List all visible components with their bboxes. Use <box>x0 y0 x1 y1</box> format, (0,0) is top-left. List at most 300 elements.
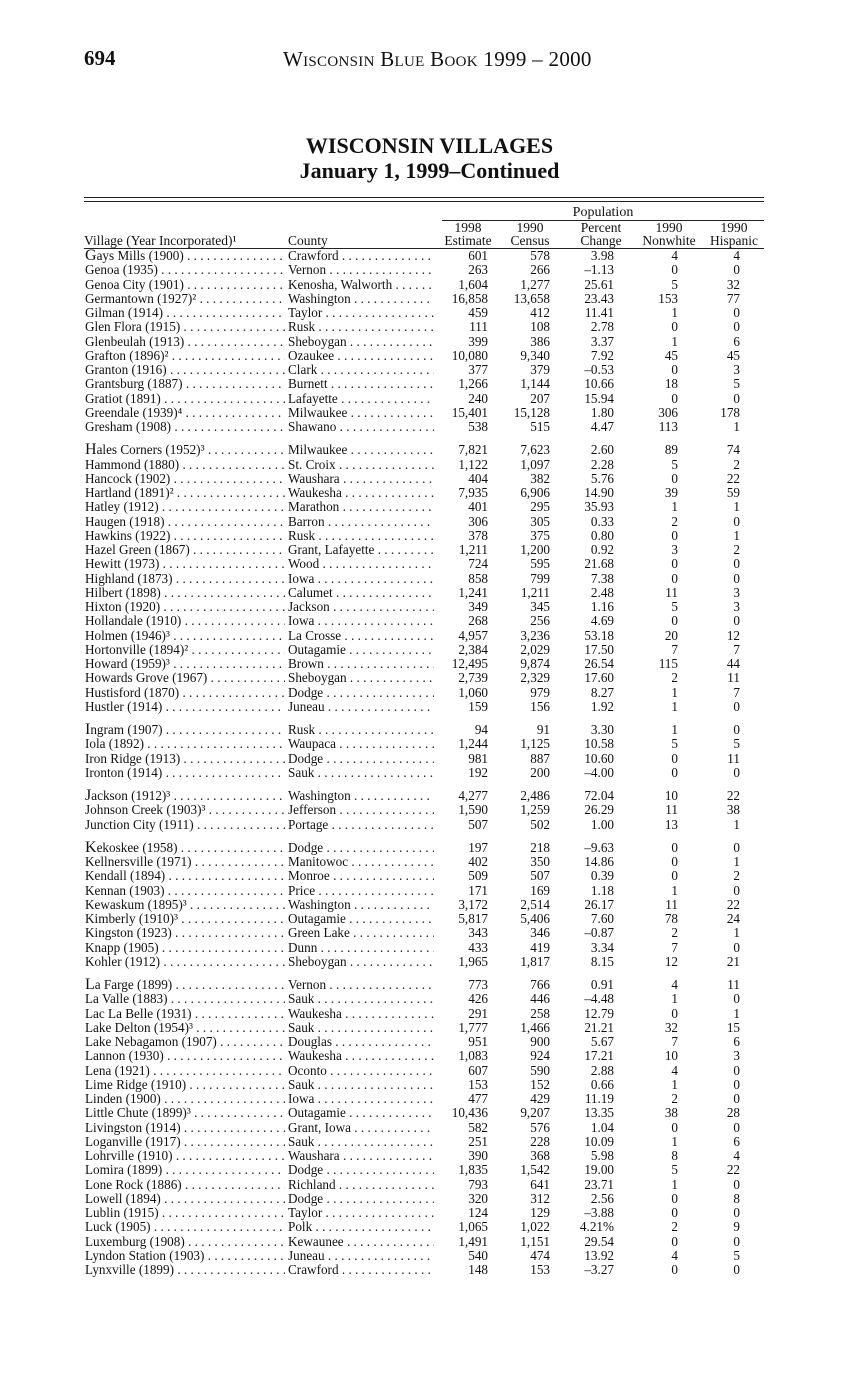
table-row <box>0 912 859 926</box>
village-name: Kohler (1912) . . . <box>85 955 285 969</box>
county-name: Douglas . . . <box>288 1035 434 1049</box>
hispanic-header-label: Hispanic <box>710 233 758 248</box>
census-1990: 1,097 <box>520 456 550 472</box>
percent-change: 4.47 <box>590 419 614 434</box>
county-name: Burnett . . . <box>288 377 434 391</box>
nonwhite-1990: 0 <box>671 570 678 586</box>
percent-change: 23.43 <box>584 290 614 306</box>
nonwhite-1990: 4 <box>671 1247 678 1263</box>
census-1990: 1,817 <box>520 953 550 969</box>
percent-change: 10.58 <box>584 736 614 752</box>
table-row <box>0 586 859 600</box>
census-1990: 2,329 <box>520 670 550 686</box>
nonwhite-1990: 5 <box>671 1162 678 1178</box>
village-name: Knapp (1905) . . . <box>85 941 285 955</box>
estimate-1998: 509 <box>468 868 488 884</box>
nonwhite-1990: 1 <box>671 722 678 737</box>
estimate-1998: 1,244 <box>458 736 488 752</box>
village-name: Hammond (1880) . . . <box>85 458 285 472</box>
estimate-1998: 1,604 <box>458 276 488 292</box>
table-row <box>0 841 859 855</box>
nonwhite-1990: 1 <box>671 882 678 898</box>
hispanic-1990: 9 <box>733 1219 740 1235</box>
county-name: Iowa . . . <box>288 614 434 628</box>
county-name: Price . . . <box>288 884 434 898</box>
census-1990: 924 <box>530 1048 550 1064</box>
county-name: Milwaukee . . . <box>288 406 434 420</box>
table-row <box>0 1021 859 1035</box>
nonwhite-1990: 2 <box>671 1219 678 1235</box>
nonwhite-1990: 5 <box>671 736 678 752</box>
table-row <box>0 1163 859 1177</box>
village-name: Genoa (1935) . . . <box>85 263 285 277</box>
percent-change: 7.60 <box>590 911 614 926</box>
table-row <box>0 458 859 472</box>
percent-change: 1.16 <box>590 599 614 614</box>
county-name: Outagamie . . . <box>288 1106 434 1120</box>
nonwhite-1990: 306 <box>658 404 678 420</box>
hispanic-1990: 22 <box>726 470 740 486</box>
county-name: Kewaunee . . . <box>288 1235 434 1249</box>
county-name: Sheboygan . . . <box>288 671 434 685</box>
hispanic-1990: 1 <box>733 1005 740 1021</box>
nonwhite-1990: 11 <box>665 896 678 912</box>
village-name: Grantsburg (1887) . . . <box>85 377 285 391</box>
table-row <box>0 1235 859 1249</box>
table-row <box>0 629 859 643</box>
nonwhite-1990: 39 <box>664 485 678 500</box>
table-row <box>0 306 859 320</box>
nonwhite-1990: 0 <box>671 527 678 543</box>
estimate-1998: 4,277 <box>458 788 488 803</box>
percent-change: 0.80 <box>590 527 614 543</box>
table-row <box>0 737 859 751</box>
hispanic-1990: 24 <box>726 911 740 926</box>
page-number: 694 <box>84 46 116 70</box>
nonwhite-1990: 8 <box>671 1148 678 1163</box>
village-name: Gratiot (1891) . . . <box>85 392 285 406</box>
county-name: Rusk . . . <box>288 529 434 543</box>
table-row <box>0 557 859 571</box>
census-1990: 345 <box>530 599 550 614</box>
percent-change: 12.79 <box>584 1005 614 1021</box>
village-name: Granton (1916) . . . <box>85 363 285 377</box>
census-1990: 9,207 <box>520 1105 550 1121</box>
village-name: Germantown (1927)² . . . <box>85 292 285 306</box>
nonwhite-1990: 0 <box>671 1119 678 1135</box>
nonwhite-1990: 115 <box>658 656 678 671</box>
county-name: Dodge . . . <box>288 686 434 700</box>
percent-change: –4.48 <box>584 991 614 1007</box>
census-1990: 900 <box>530 1034 550 1049</box>
county-name: Brown . . . <box>288 657 434 671</box>
census-1990: 1,259 <box>520 802 550 818</box>
hispanic-1990: 0 <box>733 1091 740 1106</box>
village-name: Glenbeulah (1913) . . . <box>85 335 285 349</box>
census-1990: 386 <box>530 333 550 349</box>
estimate-1998: 10,436 <box>451 1105 488 1121</box>
village-name: La Valle (1883) . . . <box>85 992 285 1006</box>
village-name: Gresham (1908) . . . <box>85 420 285 434</box>
village-name: Hustler (1914) . . . <box>85 700 285 714</box>
village-name: Howard (1959)³ . . . <box>85 657 285 671</box>
village-column-header: Village (Year Incorporated)¹ <box>84 233 237 248</box>
county-name: Milwaukee . . . <box>288 443 434 457</box>
nonwhite-1990: 2 <box>671 925 678 941</box>
county-name: Dodge . . . <box>288 752 434 766</box>
estimate-1998: 390 <box>468 1148 488 1163</box>
estimate-1998: 433 <box>468 939 488 955</box>
estimate-1998: 981 <box>468 750 488 766</box>
village-name: Howards Grove (1967) . . . <box>85 671 285 685</box>
census-1990: 153 <box>530 1262 550 1277</box>
nonwhite-1990: 113 <box>658 419 678 434</box>
hispanic-1990: 5 <box>733 1247 740 1263</box>
village-name: Iola (1892) . . . <box>85 737 285 751</box>
census-1990: 6,906 <box>520 485 550 500</box>
nonwhite-1990: 12 <box>664 953 678 969</box>
county-name: Calumet . . . <box>288 586 434 600</box>
nonwhite-1990: 153 <box>658 290 678 306</box>
village-name: Kennan (1903) . . . <box>85 884 285 898</box>
table-row <box>0 600 859 614</box>
table-row <box>0 614 859 628</box>
estimate-1998: 12,495 <box>451 656 488 671</box>
nonwhite-1990: 0 <box>671 1262 678 1277</box>
percent-change: 0.39 <box>590 868 614 884</box>
census-1990: 1,466 <box>520 1019 550 1035</box>
census-1990: 1,022 <box>520 1219 550 1235</box>
census-1990: 1,277 <box>520 276 550 292</box>
nonwhite-1990: 11 <box>665 584 678 600</box>
hispanic-1990: 0 <box>733 882 740 898</box>
percent-change: 3.34 <box>590 939 614 955</box>
village-name: Haugen (1918) . . . <box>85 515 285 529</box>
census-1990: 446 <box>530 991 550 1007</box>
percent-change: 2.56 <box>590 1190 614 1206</box>
percent-change: 2.28 <box>590 456 614 472</box>
estimate-1998: 7,821 <box>458 442 488 458</box>
hispanic-1990: 1 <box>733 854 740 869</box>
village-name: Ingram (1907) . . . <box>85 723 285 737</box>
village-name: Hatley (1912) . . . <box>85 500 285 514</box>
estimate-1998: 306 <box>468 513 488 529</box>
table-row <box>0 1249 859 1263</box>
table-row <box>0 1106 859 1120</box>
estimate-1998: 793 <box>468 1176 488 1192</box>
table-row <box>0 572 859 586</box>
hispanic-1990: 0 <box>733 939 740 955</box>
table-row <box>0 349 859 363</box>
county-name: Waukesha . . . <box>288 486 434 500</box>
census-1990: 379 <box>530 362 550 377</box>
nonwhite-column-header <box>638 221 700 247</box>
hispanic-1990: 8 <box>733 1190 740 1206</box>
village-name: Kendall (1894) . . . <box>85 869 285 883</box>
percent-change: 1.92 <box>590 698 614 714</box>
table-row <box>0 941 859 955</box>
census-1990: 576 <box>530 1119 550 1135</box>
nonwhite-1990: 4 <box>671 248 678 263</box>
population-header: Population <box>572 205 634 220</box>
hispanic-1990: 0 <box>733 722 740 737</box>
table-row <box>0 1206 859 1220</box>
nonwhite-1990: 3 <box>671 542 678 557</box>
hispanic-1990: 3 <box>733 584 740 600</box>
village-name: Hartland (1891)² . . . <box>85 486 285 500</box>
county-name: St. Croix . . . <box>288 458 434 472</box>
hispanic-1990: 11 <box>727 977 740 992</box>
percent-change: 13.92 <box>584 1247 614 1263</box>
nonwhite-1990: 7 <box>671 1034 678 1049</box>
table-row <box>0 789 859 803</box>
nonwhite-1990: 0 <box>671 854 678 869</box>
percent-change: 53.18 <box>584 627 614 643</box>
hispanic-1990: 0 <box>733 1076 740 1092</box>
village-name: Lannon (1930) . . . <box>85 1049 285 1063</box>
census-1990: 305 <box>530 513 550 529</box>
estimate-1998: 197 <box>468 839 488 855</box>
nonwhite-1990: 0 <box>671 868 678 884</box>
table-row <box>0 320 859 334</box>
nonwhite-1990: 0 <box>671 470 678 486</box>
table-row <box>0 263 859 277</box>
hispanic-1990: 0 <box>733 698 740 714</box>
table-row <box>0 657 859 671</box>
hispanic-1990: 74 <box>726 442 740 458</box>
nonwhite-1990: 2 <box>671 670 678 686</box>
nonwhite-1990: 1 <box>671 1176 678 1192</box>
estimate-1998: 291 <box>468 1005 488 1021</box>
census-1990: 218 <box>530 839 550 855</box>
census-1990: 5,406 <box>520 911 550 926</box>
percent-change: 26.29 <box>584 802 614 818</box>
county-name: Clark . . . <box>288 363 434 377</box>
county-name: Rusk . . . <box>288 723 434 737</box>
nonwhite-1990: 5 <box>671 456 678 472</box>
hispanic-header-year: 1990 <box>720 220 748 235</box>
table-row <box>0 1149 859 1163</box>
estimate-1998: 2,384 <box>458 641 488 657</box>
nonwhite-1990: 4 <box>671 1062 678 1078</box>
estimate-1998: 540 <box>468 1247 488 1263</box>
table-row <box>0 515 859 529</box>
county-name: Washington . . . <box>288 292 434 306</box>
village-name: Lake Nebagamon (1907) . . . <box>85 1035 285 1049</box>
hispanic-1990: 11 <box>727 750 740 766</box>
estimate-1998: 507 <box>468 816 488 832</box>
percent-change: 4.69 <box>590 613 614 629</box>
hispanic-1990: 0 <box>733 1233 740 1249</box>
county-name: Outagamie . . . <box>288 643 434 657</box>
village-name: Lena (1921) . . . <box>85 1064 285 1078</box>
county-name: Kenosha, Walworth . . . <box>288 278 434 292</box>
census-1990: 368 <box>530 1148 550 1163</box>
census-header-label: Census <box>510 233 550 248</box>
census-1990: 429 <box>530 1091 550 1106</box>
percent-change: 0.92 <box>590 542 614 557</box>
village-name: Genoa City (1901) . . . <box>85 278 285 292</box>
hispanic-1990: 0 <box>733 1119 740 1135</box>
nonwhite-1990: 10 <box>664 1048 678 1064</box>
table-row <box>0 926 859 940</box>
nonwhite-1990: 18 <box>664 376 678 392</box>
estimate-1998: 192 <box>468 764 488 780</box>
estimate-1998: 377 <box>468 362 488 377</box>
county-name: Dunn . . . <box>288 941 434 955</box>
percent-change: 26.17 <box>584 896 614 912</box>
estimate-1998: 426 <box>468 991 488 1007</box>
nonwhite-1990: 20 <box>664 627 678 643</box>
table-row <box>0 955 859 969</box>
table-row <box>0 363 859 377</box>
percent-change: 17.21 <box>584 1048 614 1064</box>
estimate-1998: 7,935 <box>458 485 488 500</box>
estimate-1998: 404 <box>468 470 488 486</box>
estimate-1998: 320 <box>468 1190 488 1206</box>
hispanic-1990: 0 <box>733 764 740 780</box>
estimate-1998: 124 <box>468 1205 488 1220</box>
table-row <box>0 1078 859 1092</box>
nonwhite-1990: 38 <box>664 1105 678 1121</box>
county-name: Sauk . . . <box>288 1021 434 1035</box>
census-1990: 228 <box>530 1133 550 1149</box>
census-1990: 590 <box>530 1062 550 1078</box>
percent-change: 2.48 <box>590 584 614 600</box>
census-1990: 9,340 <box>520 347 550 363</box>
county-name: Sauk . . . <box>288 1135 434 1149</box>
table-row <box>0 443 859 457</box>
census-1990: 7,623 <box>520 442 550 458</box>
county-name: Richland . . . <box>288 1178 434 1192</box>
nonwhite-1990: 13 <box>664 816 678 832</box>
village-name: Hollandale (1910) . . . <box>85 614 285 628</box>
estimate-1998: 5,817 <box>458 911 488 926</box>
percent-change: 7.38 <box>590 570 614 586</box>
nonwhite-1990: 0 <box>671 1205 678 1220</box>
table-row <box>0 1092 859 1106</box>
census-1990: 578 <box>530 248 550 263</box>
percent-change: 1.80 <box>590 404 614 420</box>
hispanic-1990: 0 <box>733 305 740 320</box>
estimate-1998: 477 <box>468 1091 488 1106</box>
estimate-1998: 251 <box>468 1133 488 1149</box>
census-1990: 595 <box>530 556 550 572</box>
nonwhite-1990: 0 <box>671 262 678 278</box>
census-1990: 474 <box>530 1247 550 1263</box>
percent-change: 4.21% <box>579 1219 614 1235</box>
hispanic-1990: 0 <box>733 839 740 855</box>
census-1990: 129 <box>530 1205 550 1220</box>
hispanic-1990: 3 <box>733 362 740 377</box>
estimate-1998: 401 <box>468 499 488 515</box>
table-row <box>0 1121 859 1135</box>
county-name: Jefferson . . . <box>288 803 434 817</box>
census-1990: 3,236 <box>520 627 550 643</box>
county-name: Barron . . . <box>288 515 434 529</box>
census-1990: 256 <box>530 613 550 629</box>
county-name: La Crosse . . . <box>288 629 434 643</box>
village-name: Linden (1900) . . . <box>85 1092 285 1106</box>
census-1990: 412 <box>530 305 550 320</box>
census-1990: 312 <box>530 1190 550 1206</box>
census-1990: 2,514 <box>520 896 550 912</box>
hispanic-1990: 0 <box>733 319 740 335</box>
hispanic-1990: 6 <box>733 1133 740 1149</box>
percent-change: 0.91 <box>590 977 614 992</box>
village-name: Kingston (1923) . . . <box>85 926 285 940</box>
nonwhite-1990: 11 <box>665 802 678 818</box>
percent-change: 11.19 <box>584 1091 614 1106</box>
county-name: Jackson . . . <box>288 600 434 614</box>
village-name: Kimberly (1910)³ . . . <box>85 912 285 926</box>
county-name: Taylor . . . <box>288 1206 434 1220</box>
percent-change: –1.13 <box>584 262 614 278</box>
census-1990: 169 <box>530 882 550 898</box>
county-name: Wood . . . <box>288 557 434 571</box>
nonwhite-1990: 10 <box>664 788 678 803</box>
table-row <box>0 752 859 766</box>
village-name: Luxemburg (1908) . . . <box>85 1235 285 1249</box>
hispanic-1990: 12 <box>726 627 740 643</box>
nonwhite-1990: 7 <box>671 641 678 657</box>
county-name: Sheboygan . . . <box>288 955 434 969</box>
hispanic-1990: 3 <box>733 1048 740 1064</box>
table-row <box>0 884 859 898</box>
estimate-1998: 1,491 <box>458 1233 488 1249</box>
census-1990: 979 <box>530 684 550 700</box>
village-name: Hixton (1920) . . . <box>85 600 285 614</box>
village-name: Loganville (1917) . . . <box>85 1135 285 1149</box>
county-name: Juneau . . . <box>288 1249 434 1263</box>
estimate-1998: 111 <box>469 319 488 335</box>
estimate-1998: 94 <box>474 722 488 737</box>
county-column-header: County <box>288 233 328 248</box>
village-name: Ironton (1914) . . . <box>85 766 285 780</box>
nonwhite-1990: 0 <box>671 1190 678 1206</box>
hispanic-1990: 7 <box>733 684 740 700</box>
village-name: Kekoskee (1958) . . . <box>85 841 285 855</box>
census-1990: 1,542 <box>520 1162 550 1178</box>
county-name: Iowa . . . <box>288 1092 434 1106</box>
percent-header-line1: Percent <box>580 220 622 235</box>
county-name: Vernon . . . <box>288 263 434 277</box>
hispanic-1990: 0 <box>733 262 740 278</box>
table-row <box>0 1220 859 1234</box>
nonwhite-1990: 78 <box>664 911 678 926</box>
estimate-1998: 1,211 <box>458 542 488 557</box>
village-name: Lime Ridge (1910) . . . <box>85 1078 285 1092</box>
table-row <box>0 472 859 486</box>
table-row <box>0 686 859 700</box>
estimate-1998: 263 <box>468 262 488 278</box>
estimate-1998: 1,060 <box>458 684 488 700</box>
village-name: Gilman (1914) . . . <box>85 306 285 320</box>
table-row <box>0 803 859 817</box>
hispanic-1990: 2 <box>733 456 740 472</box>
nonwhite-1990: 0 <box>671 556 678 572</box>
hispanic-1990: 0 <box>733 570 740 586</box>
table-row <box>0 1178 859 1192</box>
hispanic-1990: 0 <box>733 1062 740 1078</box>
census-1990: 108 <box>530 319 550 335</box>
estimate-1998: 378 <box>468 527 488 543</box>
county-name: Rusk . . . <box>288 320 434 334</box>
hispanic-1990: 3 <box>733 599 740 614</box>
estimate-1998: 1,122 <box>458 456 488 472</box>
percent-change: 14.90 <box>584 485 614 500</box>
top-rule-double <box>84 201 764 202</box>
